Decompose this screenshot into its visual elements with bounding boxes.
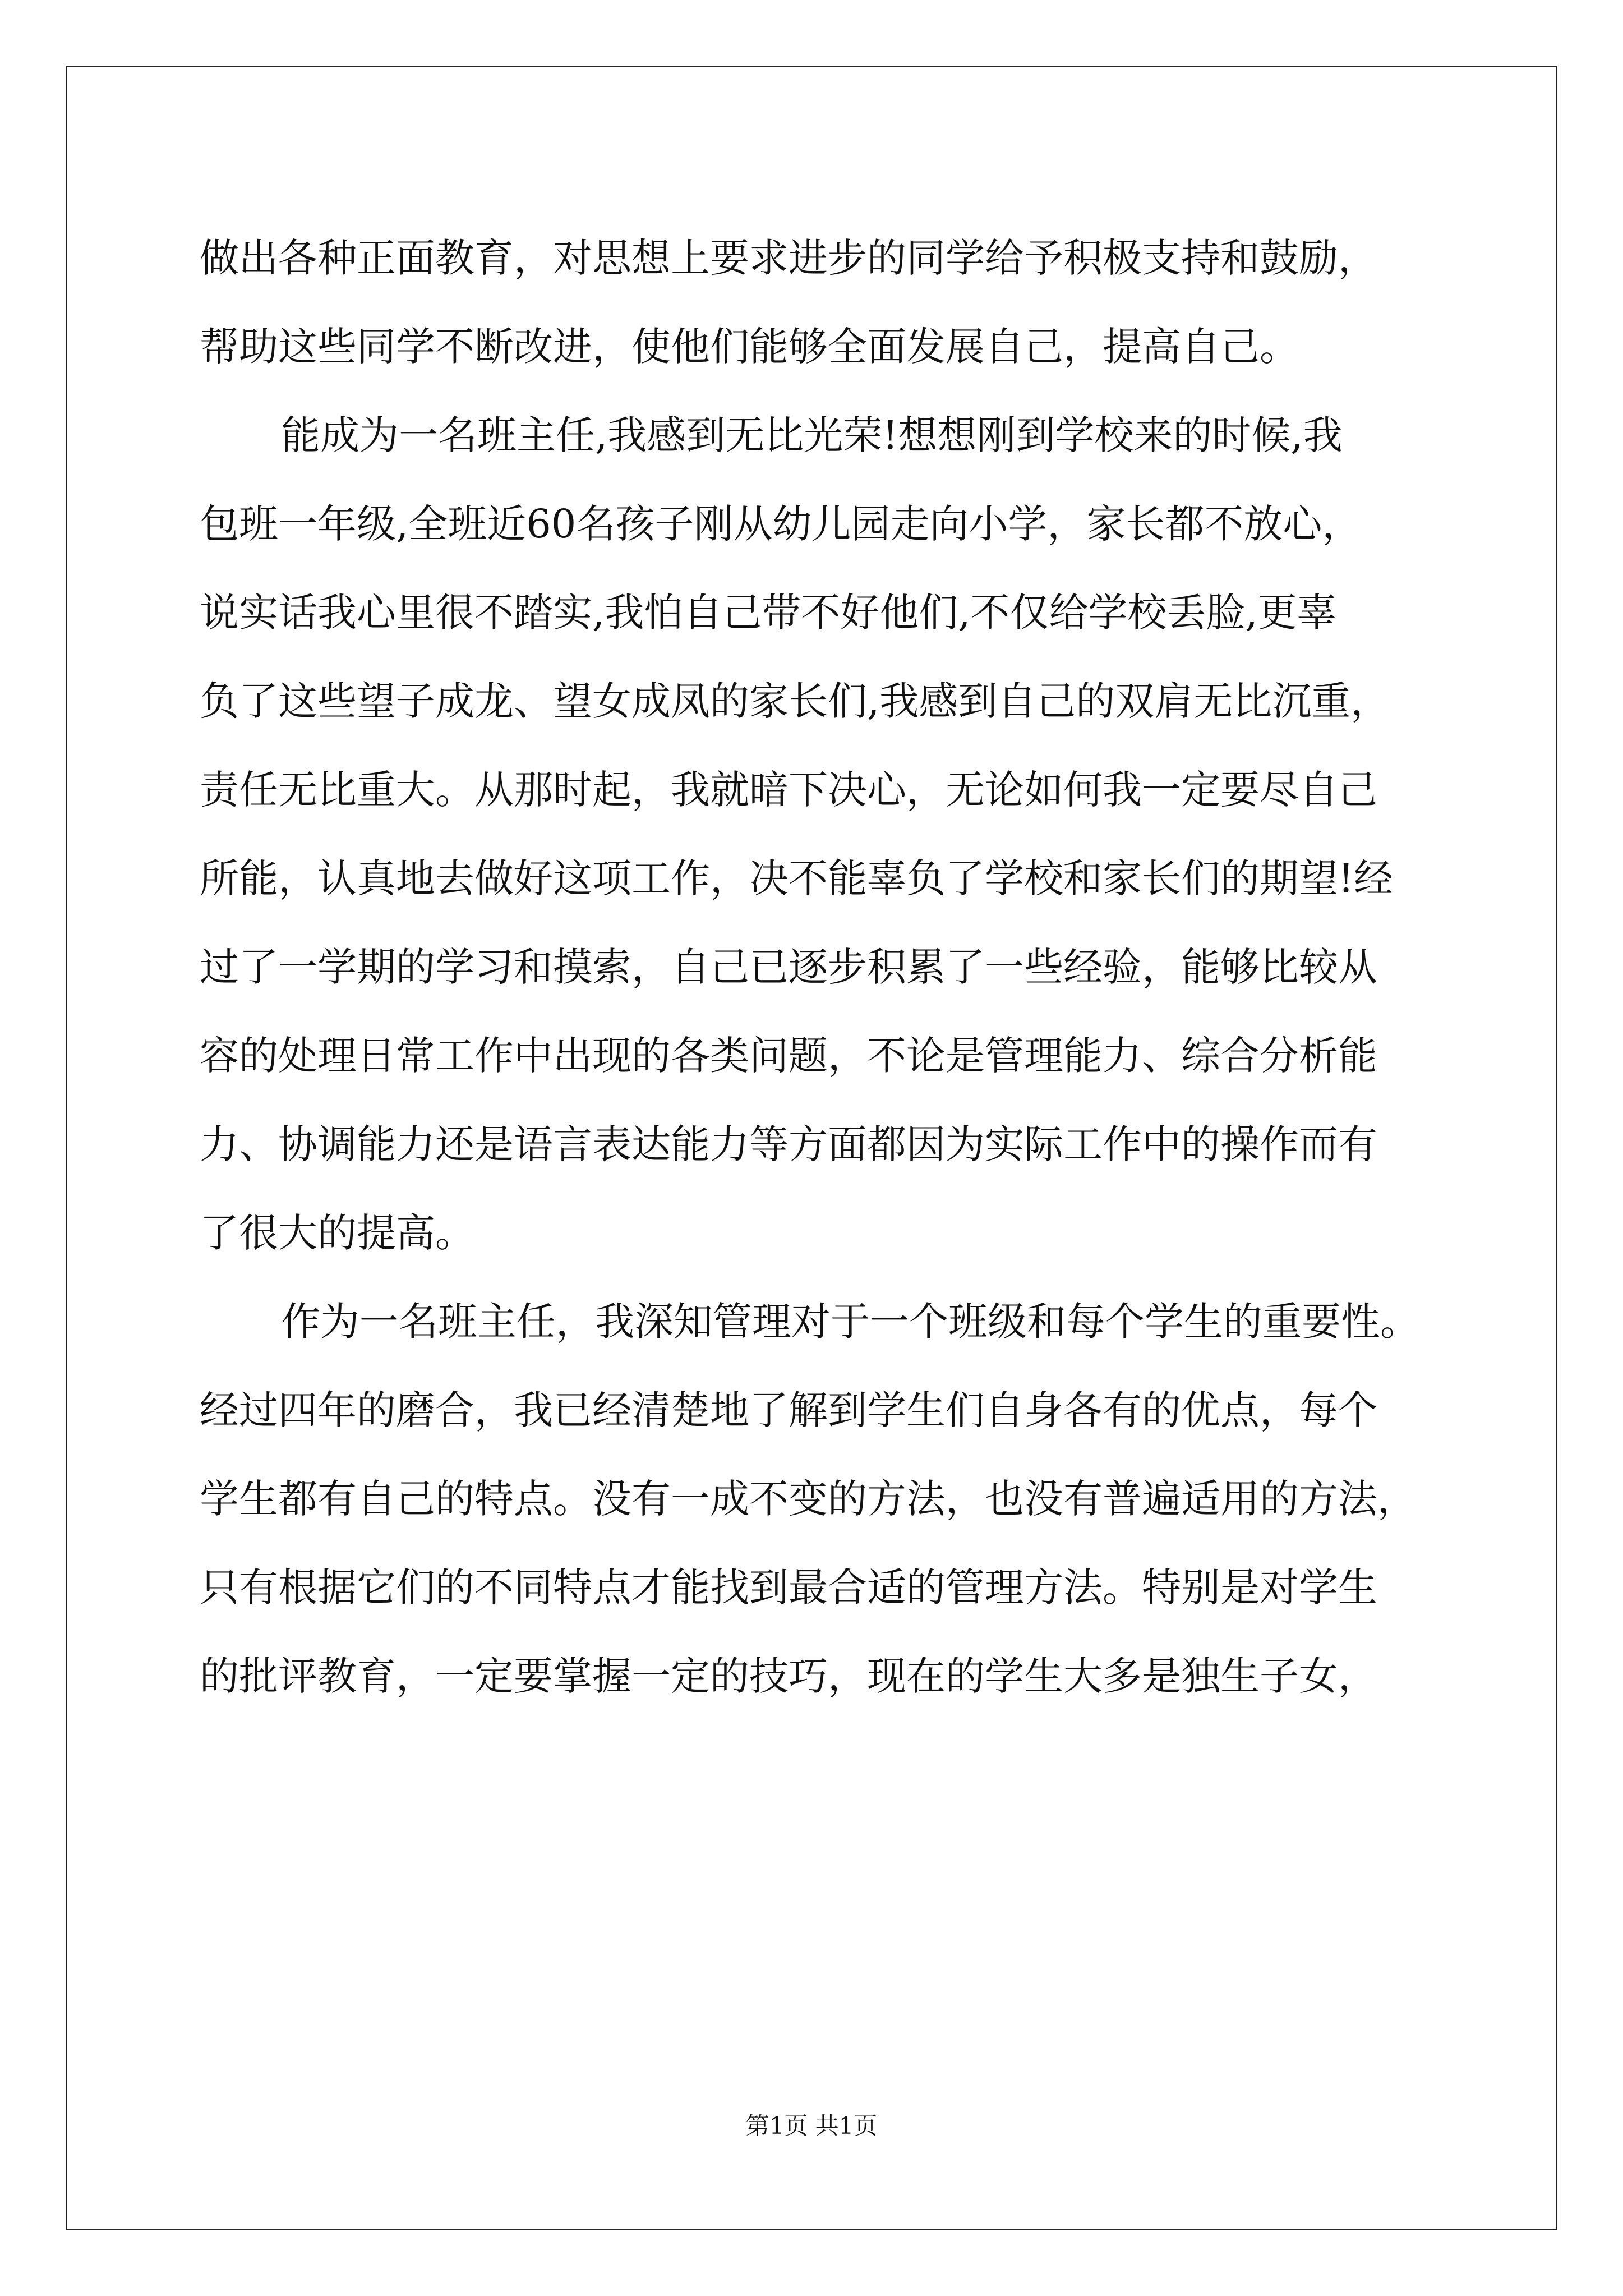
text-line: 包班一年级,全班近60名孩子刚从幼儿园走向小学，家长都不放心， [200, 501, 1362, 547]
text-line: 只有根据它们的不同特点才能找到最合适的管理方法。特别是对学生 [200, 1565, 1377, 1611]
text-line: 责任无比重大。从那时起，我就暗下决心，无论如何我一定要尽自己 [200, 767, 1377, 813]
text-line: 学生都有自己的特点。没有一成不变的方法，也没有普遍适用的方法， [200, 1476, 1417, 1522]
text-line: 说实话我心里很不踏实,我怕自己带不好他们,不仅给学校丢脸,更辜 [200, 590, 1336, 636]
text-line: 容的处理日常工作中出现的各类问题，不论是管理能力、综合分析能 [200, 1033, 1377, 1079]
text-line: 帮助这些同学不断改进，使他们能够全面发展自己，提高自己。 [200, 324, 1299, 370]
page-number-footer: 第1页 共1页 [745, 2112, 878, 2139]
text-line: 负了这些望子成龙、望女成凤的家长们,我感到自己的双肩无比沉重， [200, 678, 1390, 724]
text-line: 过了一学期的学习和摸索，自己已逐步积累了一些经验，能够比较从 [200, 944, 1377, 990]
paragraph-start-line: 能成为一名班主任,我感到无比光荣!想想刚到学校来的时候,我 [281, 412, 1343, 458]
paragraph-start-line: 作为一名班主任，我深知管理对于一个班级和每个学生的重要性。 [281, 1299, 1419, 1345]
text-line: 力、协调能力还是语言表达能力等方面都因为实际工作中的操作而有 [200, 1121, 1377, 1167]
document-body [200, 214, 1490, 1720]
text-line: 的批评教育，一定要掌握一定的技巧，现在的学生大多是独生子女， [200, 1653, 1377, 1699]
text-line: 所能，认真地去做好这项工作，决不能辜负了学校和家长们的期望!经 [200, 855, 1394, 901]
text-line: 经过四年的磨合，我已经清楚地了解到学生们自身各有的优点，每个 [200, 1387, 1377, 1433]
text-line: 做出各种正面教育，对思想上要求进步的同学给予积极支持和鼓励， [200, 235, 1377, 281]
text-line: 了很大的提高。 [200, 1210, 474, 1256]
